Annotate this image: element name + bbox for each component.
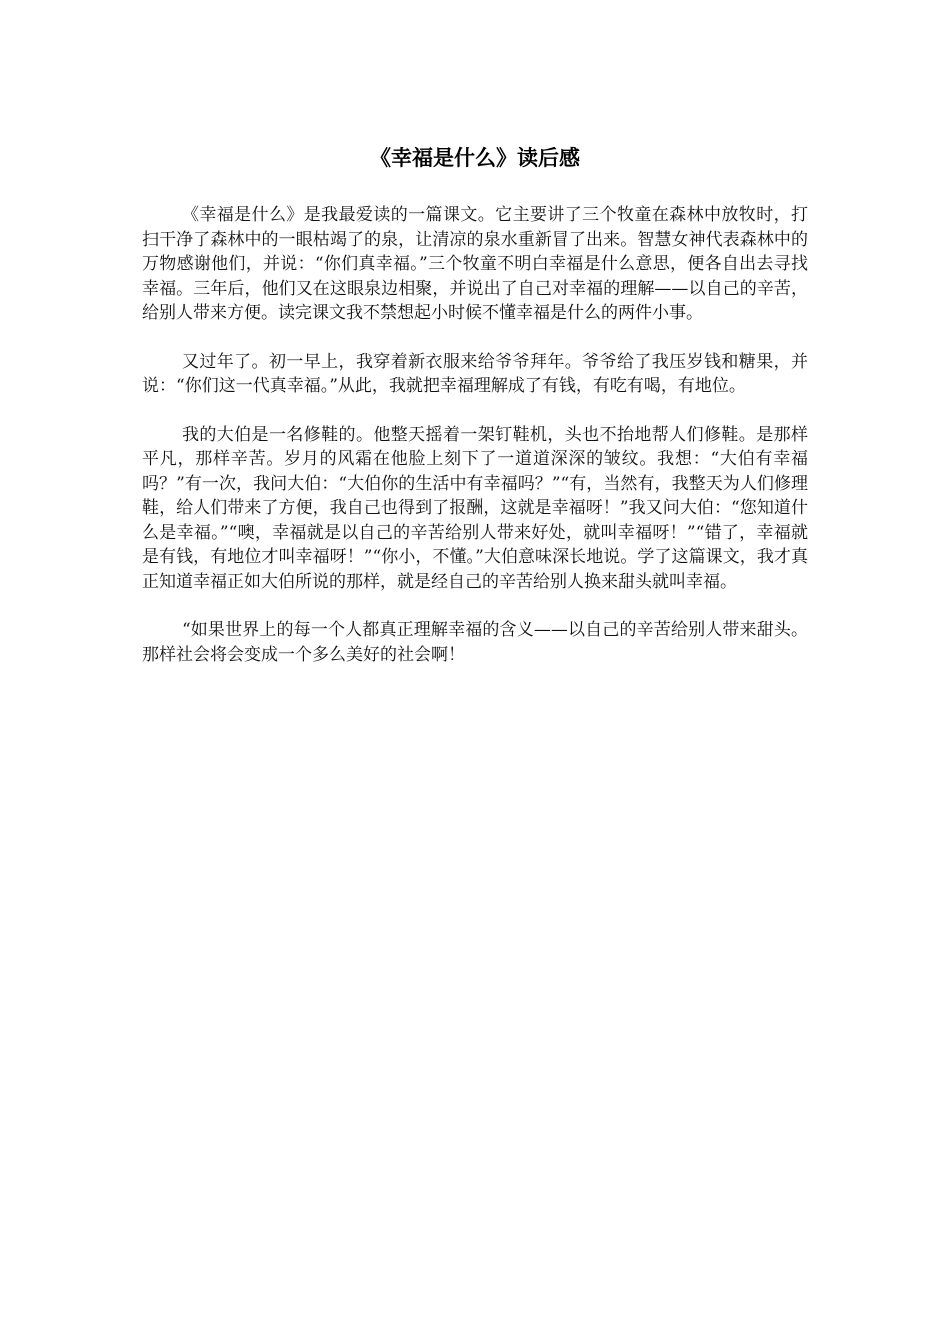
paragraph-4: “如果世界上的每一个人都真正理解幸福的含义——以自己的辛苦给别人带来甜头。那样社会将会变成一个多么美好的社会啊！ xyxy=(142,620,808,665)
document-body xyxy=(142,203,808,691)
paragraph-2: 又过年了。初一早上，我穿着新衣服来给爷爷拜年。爷爷给了我压岁钱和糖果，并说：“你们这一代真幸福。”从此，我就把幸福理解成了有钱，有吃有喝，有地位。 xyxy=(142,351,808,396)
paragraph-3: 我的大伯是一名修鞋的。他整天摇着一架钉鞋机，头也不抬地帮人们修鞋。是那样平凡，那样辛苦。岁月的风霜在他脸上刻下了一道道深深的皱纹。我想：“大伯有幸福吗？”有一次，我问大伯：“大伯你的生活中有幸福吗？”“有，当然有，我整天为人们修理鞋，给人们带来了方便，我自己也得到了报酬，这就是幸福呀！”我又问大伯：“您知道什么是幸福。”“噢，幸福就是以自己的辛苦给别人带来好处，就叫幸福呀！”“错了，幸福就是有钱，有地位才叫幸福呀！”“你小，不懂。”大伯意味深长地说。学了这篇课文，我才真正知道幸福正如大伯所说的那样，就是经自己的辛苦给别人换来甜头就叫幸福。 xyxy=(142,424,808,592)
paragraph-1: 《幸福是什么》是我最爱读的一篇课文。它主要讲了三个牧童在森林中放牧时，打扫干净了森林中的一眼枯竭了的泉，让清凉的泉水重新冒了出来。智慧女神代表森林中的万物感谢他们，并说：“你们真幸福。”三个牧童不明白幸福是什么意思，便各自出去寻找幸福。三年后，他们又在这眼泉边相聚，并说出了自己对幸福的理解——以自己的辛苦，给别人带来方便。读完课文我不禁想起小时候不懂幸福是什么的两件小事。 xyxy=(142,205,808,323)
document-title: 《幸福是什么》读后感 xyxy=(370,146,580,170)
